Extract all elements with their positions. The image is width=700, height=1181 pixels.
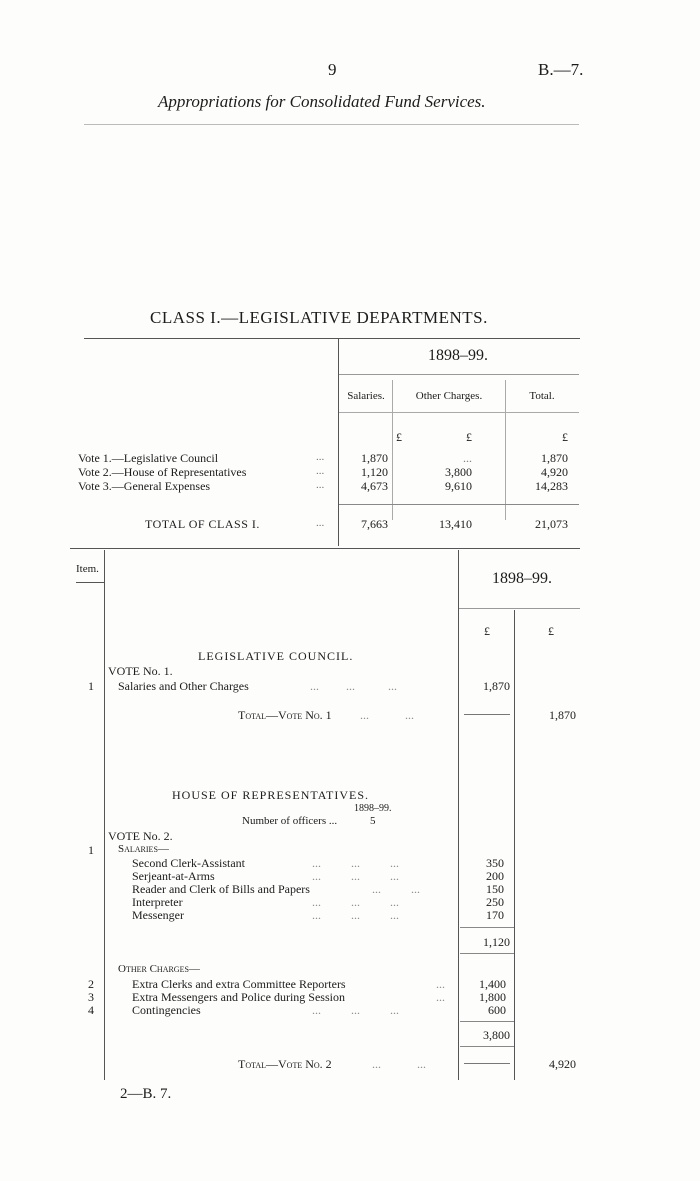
council-heading: LEGISLATIVE COUNCIL. <box>198 649 354 663</box>
line-label: Interpreter <box>132 895 183 909</box>
salaries-subtotal: 1,120 <box>483 935 510 949</box>
items-year: 1898–99. <box>492 570 552 587</box>
class-row-total: 4,920 <box>541 465 568 479</box>
class-row-salaries: 4,673 <box>361 479 388 493</box>
currency-totals: £ <box>548 624 554 638</box>
page-title: Appropriations for Consolidated Fund Services. <box>158 92 486 111</box>
currency-total: £ <box>562 430 568 444</box>
currency-salaries: £ <box>396 430 402 444</box>
leader-dots: ... ... ... <box>312 908 399 922</box>
item-number: 1 <box>88 679 94 693</box>
subtotal-rule <box>460 927 514 928</box>
class-header-rule <box>339 412 579 413</box>
other-subtotal: 3,800 <box>483 1028 510 1042</box>
subtotal-rule <box>460 953 514 954</box>
class-row-other: 3,800 <box>445 465 472 479</box>
other-charges-heading: Other Charges— <box>118 963 200 975</box>
subtotal-rule <box>464 1063 510 1064</box>
item-number: 1 <box>88 843 94 857</box>
line-value: 250 <box>486 895 504 909</box>
line-label: Extra Messengers and Police during Session <box>132 990 345 1004</box>
leader-dots: ... ... ... <box>310 679 397 693</box>
class-row-total: 14,283 <box>535 479 568 493</box>
class-row-other: 9,610 <box>445 479 472 493</box>
col-header-salaries: Salaries. <box>347 390 385 402</box>
officers-year: 1898–99. <box>354 803 392 814</box>
vote-total-label: Total—Vote No. 2 <box>238 1057 332 1071</box>
class-table-bottom-rule <box>70 548 580 549</box>
class-heading: CLASS I.—LEGISLATIVE DEPARTMENTS. <box>150 308 488 327</box>
class-year: 1898–99. <box>428 347 488 364</box>
class-total-rule <box>339 504 579 505</box>
line-label: Salaries and Other Charges <box>118 679 249 693</box>
line-value: 170 <box>486 908 504 922</box>
leader-dots: ... ... <box>372 1057 426 1071</box>
class-total-other: 13,410 <box>439 517 472 531</box>
salaries-heading: Salaries— <box>118 843 169 855</box>
leader-dots: ... ... ... <box>312 869 399 883</box>
subtotal-rule <box>460 1046 514 1047</box>
class-total-salaries: 7,663 <box>361 517 388 531</box>
item-number: 3 <box>88 990 94 1004</box>
class-row-total: 1,870 <box>541 451 568 465</box>
line-value: 350 <box>486 856 504 870</box>
leader-dots: ... ... ... <box>312 1003 399 1017</box>
line-label: Second Clerk-Assistant <box>132 856 245 870</box>
item-header: Item. <box>76 563 99 575</box>
house-vote-label: VOTE No. 2. <box>108 829 173 843</box>
class-total-label: TOTAL OF CLASS I. <box>145 517 260 531</box>
class-row-label: Vote 1.—Legislative Council <box>78 451 219 465</box>
leader-dots: ... <box>316 451 325 463</box>
line-value: 1,400 <box>479 977 506 991</box>
subtotal-rule <box>464 714 510 715</box>
leader-dots: ... <box>316 517 325 529</box>
col-header-total: Total. <box>529 390 555 402</box>
amount-column-rule <box>458 550 459 1080</box>
amount-inner-rule <box>514 610 515 1080</box>
leader-dots: ... <box>316 479 325 491</box>
item-column-rule <box>104 550 105 1080</box>
line-value: 200 <box>486 869 504 883</box>
class-row-label: Vote 2.—House of Representatives <box>78 465 247 479</box>
line-value: 150 <box>486 882 504 896</box>
officers-count: 5 <box>370 815 376 827</box>
line-label: Extra Clerks and extra Committee Reporters <box>132 977 346 991</box>
items-year-rule <box>459 608 580 609</box>
signature-mark: 2—B. 7. <box>120 1086 172 1102</box>
class-total-total: 21,073 <box>535 517 568 531</box>
subtotal-rule <box>460 1021 514 1022</box>
class-table-divider <box>338 338 339 546</box>
class-row-other: ... <box>463 451 472 465</box>
document-reference: B.—7. <box>538 60 584 79</box>
header-rule <box>84 124 579 125</box>
class-row-salaries: 1,120 <box>361 465 388 479</box>
page-number: 9 <box>328 60 337 79</box>
item-number: 2 <box>88 977 94 991</box>
vote-total-label: Total—Vote No. 1 <box>238 708 332 722</box>
leader-dots: ... <box>436 990 445 1004</box>
officers-label: Number of officers ... <box>242 815 338 827</box>
class-row-salaries: 1,870 <box>361 451 388 465</box>
item-header-rule <box>76 582 104 583</box>
leader-dots: ... ... ... <box>312 895 399 909</box>
house-heading: HOUSE OF REPRESENTATIVES. <box>172 788 370 802</box>
vote-total-value: 1,870 <box>549 708 576 722</box>
leader-dots: ... <box>316 465 325 477</box>
council-vote-label: VOTE No. 1. <box>108 664 173 678</box>
line-value: 1,800 <box>479 990 506 1004</box>
item-number: 4 <box>88 1003 94 1017</box>
class-year-rule <box>339 374 579 375</box>
line-label: Reader and Clerk of Bills and Papers <box>132 882 310 896</box>
class-row-label: Vote 3.—General Expenses <box>78 479 211 493</box>
line-value: 600 <box>488 1003 506 1017</box>
line-value: 1,870 <box>483 679 510 693</box>
leader-dots: ... ... ... <box>312 856 399 870</box>
line-label: Messenger <box>132 908 184 922</box>
leader-dots: ... ... <box>360 708 414 722</box>
col-header-other-charges: Other Charges. <box>415 390 483 402</box>
line-label: Contingencies <box>132 1003 201 1017</box>
leader-dots: ... <box>436 977 445 991</box>
vote-total-value: 4,920 <box>549 1057 576 1071</box>
currency-items: £ <box>484 624 490 638</box>
line-label: Serjeant-at-Arms <box>132 869 215 883</box>
leader-dots: ... ... <box>372 882 420 896</box>
currency-other: £ <box>466 430 472 444</box>
class-table-top-rule <box>84 338 580 339</box>
